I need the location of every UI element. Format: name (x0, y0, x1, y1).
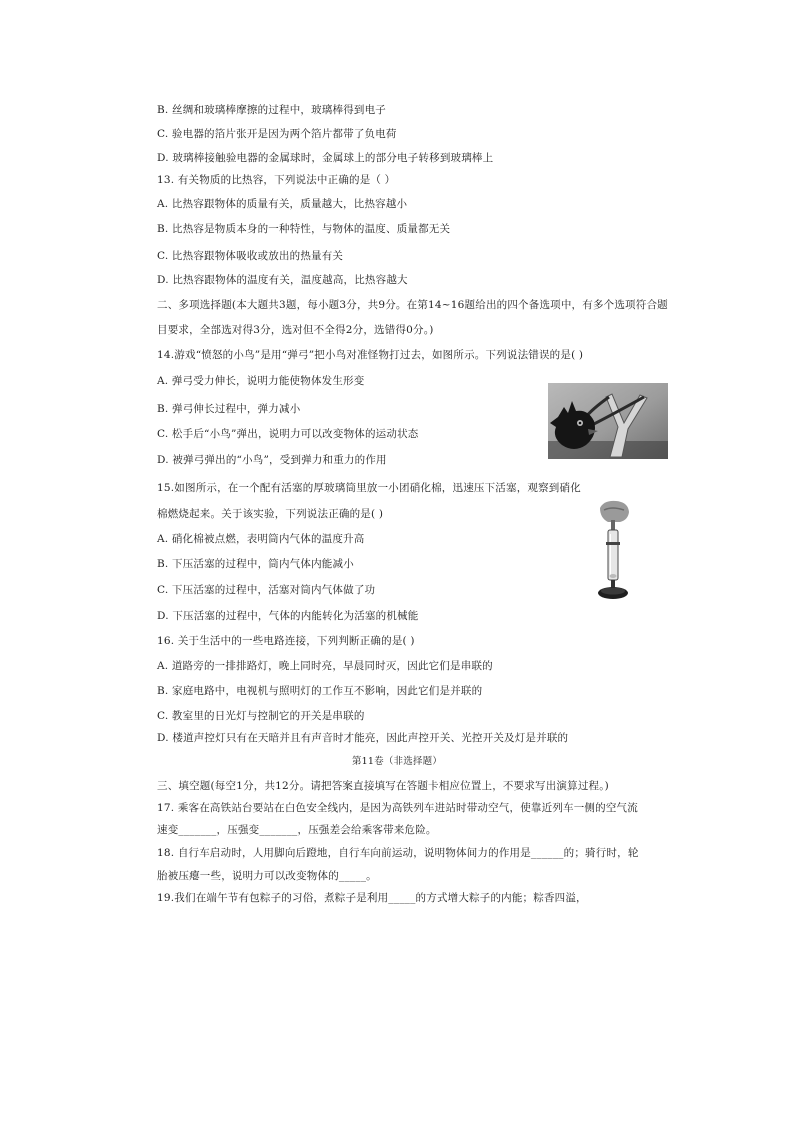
q15-stem-line2: 棉燃烧起来。关于该实验，下列说法正确的是( ) (157, 508, 384, 520)
section2-heading-line1: 二、多项选择题(本大题共3题，每小题3分，共9分。在第14~16题给出的四个备选项中，有多个选项符合题 (157, 299, 668, 311)
q18-line1: 18. 自行车启动时，人用脚向后蹬地，自行车向前运动，说明物体间力的作用是______的；骑行时，轮 (157, 847, 639, 859)
q15-option-a: A. 硝化棉被点燃，表明筒内气体的温度升高 (157, 533, 365, 545)
section3-heading: 三、填空题(每空1分，共12分。请把答案直接填写在答题卡相应位置上，不要求写出演算过程。) (157, 780, 609, 792)
q12-option-d: D. 玻璃棒接触验电器的金属球时，金属球上的部分电子转移到玻璃棒上 (157, 152, 494, 164)
q17-line2: 速变_______，压强变_______，压强差会给乘客带来危险。 (157, 824, 437, 836)
q13-option-d: D. 比热容跟物体的温度有关，温度越高，比热容越大 (157, 274, 408, 286)
q13-option-a: A. 比热容跟物体的质量有关，质量越大，比热容越小 (157, 198, 408, 210)
q13-option-c: C. 比热容跟物体吸收或放出的热量有关 (157, 250, 344, 262)
q16-option-a: A. 道路旁的一排排路灯，晚上同时亮，早晨同时灭，因此它们是串联的 (157, 660, 493, 672)
slingshot-photo-icon (548, 383, 668, 459)
q14-option-b: B. 弹弓伸长过程中，弹力减小 (157, 403, 301, 415)
q19-line1: 19.我们在端午节有包粽子的习俗，煮粽子是利用_____的方式增大粽子的内能；粽香四溢， (157, 892, 587, 904)
q13-option-b: B. 比热容是物质本身的一种特性，与物体的温度、质量都无关 (157, 223, 451, 235)
q15-stem-line1: 15.如图所示，在一个配有活塞的厚玻璃筒里放一小团硝化棉，迅速压下活塞，观察到硝化 (157, 482, 581, 494)
q12-option-c: C. 验电器的箔片张开是因为两个箔片都带了负电荷 (157, 128, 397, 140)
q15-option-d: D. 下压活塞的过程中，气体的内能转化为活塞的机械能 (157, 610, 419, 622)
q16-stem: 16. 关于生活中的一些电路连接，下列判断正确的是( ) (157, 635, 415, 647)
section2-heading-line2: 目要求，全部选对得3分，选对但不全得2分，选错得0分。) (157, 324, 434, 336)
q14-option-d: D. 被弹弓弹出的“小鸟”，受到弹力和重力的作用 (157, 454, 387, 466)
q15-option-b: B. 下压活塞的过程中，筒内气体内能减小 (157, 558, 354, 570)
q16-option-b: B. 家庭电路中，电视机与照明灯的工作互不影响，因此它们是并联的 (157, 685, 483, 697)
q17-line1: 17. 乘客在高铁站台要站在白色安全线内，是因为高铁列车进站时带动空气，使靠近列车一侧的空气流 (157, 802, 638, 814)
glass-cylinder-piston-icon (594, 498, 632, 602)
part2-title: 第11卷（非选择题） (351, 756, 443, 767)
q18-line2: 胎被压瘪一些，说明力可以改变物体的_____。 (157, 870, 377, 882)
q14-option-c: C. 松手后“小鸟”弹出，说明力可以改变物体的运动状态 (157, 428, 419, 440)
q14-option-a: A. 弹弓受力伸长，说明力能使物体发生形变 (157, 375, 365, 387)
q12-option-b: B. 丝绸和玻璃棒摩擦的过程中，玻璃棒得到电子 (157, 104, 386, 116)
q15-option-c: C. 下压活塞的过程中，活塞对筒内气体做了功 (157, 584, 376, 596)
q16-option-d: D. 楼道声控灯只有在天暗并且有声音时才能亮，因此声控开关、光控开关及灯是并联的 (157, 732, 569, 744)
q14-stem: 14.游戏“愤怒的小鸟”是用“弹弓”把小鸟对准怪物打过去，如图所示。下列说法错误的是( ) (157, 349, 584, 361)
q13-stem: 13. 有关物质的比热容，下列说法中正确的是（ ） (157, 174, 396, 186)
q16-option-c: C. 教室里的日光灯与控制它的开关是串联的 (157, 710, 365, 722)
